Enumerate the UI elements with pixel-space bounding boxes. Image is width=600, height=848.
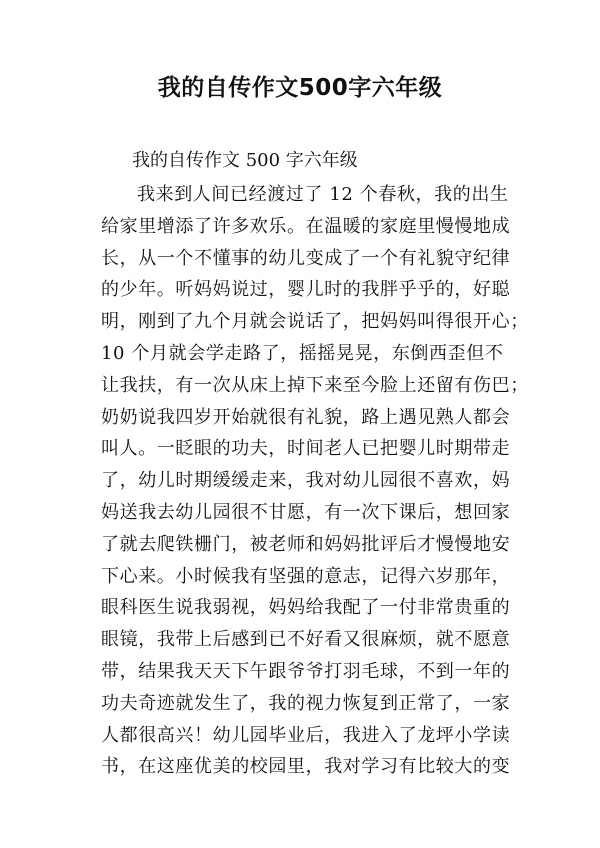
essay-body [101, 179, 529, 783]
essay-line: 妈送我去幼儿园很不甘愿，有一次下课后，想回家 [101, 501, 511, 523]
essay-line: 眼科医生说我弱视，妈妈给我配了一付非常贵重的 [101, 597, 511, 619]
essay-line: 带，结果我天天下午跟爷爷打羽毛球，不到一年的 [101, 660, 511, 682]
essay-line: 让我扶，有一次从床上掉下来至今脸上还留有伤巴； [101, 374, 529, 396]
document-subtitle: 我的自传作文 500 字六年级 [132, 150, 358, 171]
essay-line: 功夫奇迹就发生了，我的视力恢复到正常了，一家 [101, 692, 511, 714]
essay-line: 眼镜，我带上后感到已不好看又很麻烦，就不愿意 [101, 629, 511, 651]
essay-line: 我来到人间已经渡过了 12 个春秋，我的出生 [137, 184, 509, 205]
essay-line: 人都很高兴！幼儿园毕业后，我进入了龙坪小学读 [101, 724, 511, 746]
essay-line: 的少年。听妈妈说过，婴儿时的我胖乎乎的，好聪 [101, 279, 511, 301]
essay-line: 下心来。小时候我有坚强的意志，记得六岁那年， [101, 565, 511, 587]
essay-line: 了，幼儿时期缓缓走来，我对幼儿园很不喜欢，妈 [101, 470, 511, 492]
essay-line: 叫人。一眨眼的功夫，时间老人已把婴儿时期带走 [101, 438, 511, 460]
essay-line: 奶奶说我四岁开始就很有礼貌，路上遇见熟人都会 [101, 406, 511, 428]
essay-line: 书，在这座优美的校园里，我对学习有比较大的变 [101, 756, 511, 778]
essay-line: 长，从一个不懂事的幼儿变成了一个有礼貌守纪律 [101, 247, 511, 269]
essay-line: 了就去爬铁栅门，被老师和妈妈批评后才慢慢地安 [101, 533, 511, 555]
essay-line: 10 个月就会学走路了，摇摇晃晃，东倒西歪但不 [101, 342, 504, 364]
essay-line: 明，刚到了九个月就会说话了，把妈妈叫得很开心； [101, 311, 529, 333]
document-title: 我的自传作文500字六年级 [157, 75, 443, 101]
essay-line: 给家里增添了许多欢乐。在温暖的家庭里慢慢地成 [101, 215, 511, 237]
